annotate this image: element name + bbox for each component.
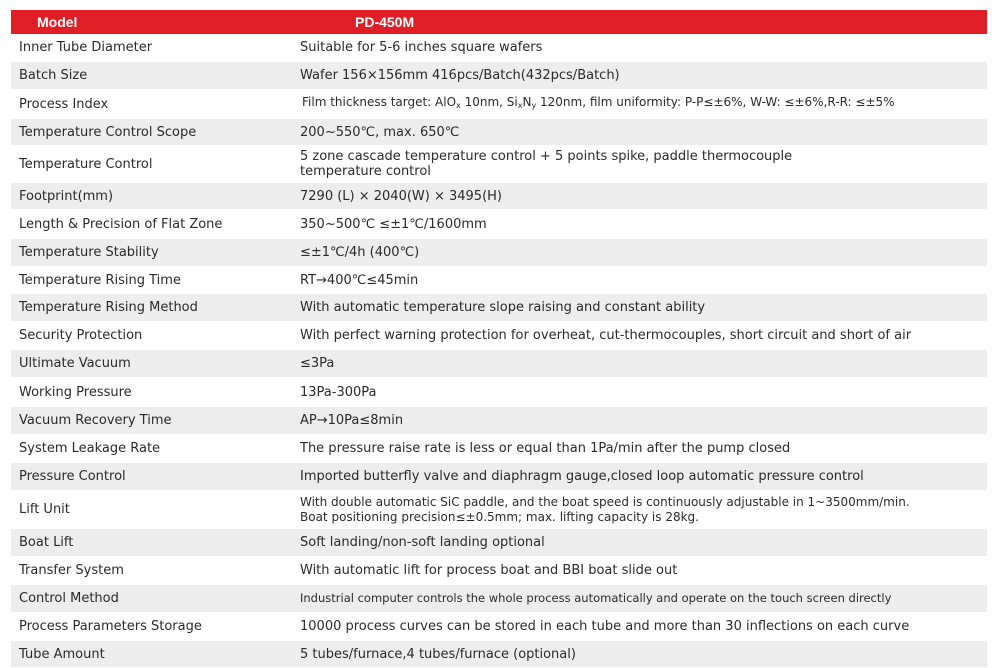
row-value: Wafer 156×156mm 416pcs/Batch(432pcs/Batch)	[300, 68, 620, 83]
row-value: Suitable for 5-6 inches square wafers	[300, 40, 543, 55]
row-key: Temperature Control	[19, 156, 153, 172]
row-value: Soft landing/non-soft landing optional	[300, 535, 545, 550]
spec-table	[11, 10, 987, 668]
row-key: Transfer System	[19, 563, 124, 578]
row-key: Lift Unit	[19, 502, 70, 517]
row-value-line2: Boat positioning precision≤±0.5mm; max. lifting capacity is 28kg.	[300, 509, 699, 524]
table-header	[11, 10, 987, 34]
row-value: 10000 process curves can be stored in each tube and more than 30 inflections on each curve	[300, 619, 910, 634]
header-model-label: Model	[37, 14, 78, 30]
table-row	[11, 146, 987, 183]
row-value: 5 tubes/furnace,4 tubes/furnace (optional)	[300, 646, 576, 662]
table-row	[11, 239, 987, 267]
table-row	[11, 210, 987, 239]
row-value: With perfect warning protection for overheat, cut-thermocouples, short circuit and short of air	[300, 328, 912, 343]
row-key: Boat Lift	[19, 535, 74, 550]
table-row	[11, 491, 987, 529]
row-value: 13Pa-300Pa	[300, 384, 377, 400]
row-value: Industrial computer controls the whole process automatically and operate on the touch screen directly	[300, 591, 892, 605]
row-key: Control Method	[19, 591, 119, 606]
row-key: Inner Tube Diameter	[19, 40, 153, 55]
row-value	[300, 495, 910, 525]
row-key: System Leakage Rate	[19, 441, 161, 456]
table-row	[11, 294, 987, 322]
row-value: 200~550℃, max. 650℃	[300, 124, 460, 140]
row-key: Vacuum Recovery Time	[19, 413, 172, 428]
table-row	[11, 350, 987, 378]
row-key: Process Parameters Storage	[19, 619, 202, 634]
row-key: Footprint(mm)	[19, 188, 114, 204]
row-key: Length & Precision of Flat Zone	[19, 216, 223, 232]
row-value: With automatic lift for process boat and BBI boat slide out	[300, 563, 678, 578]
header-model-value: PD-450M	[355, 14, 415, 30]
row-key: Process Index	[19, 96, 109, 112]
table-row	[11, 463, 987, 491]
row-value: ≤3Pa	[300, 356, 335, 371]
row-key: Working Pressure	[19, 384, 132, 400]
row-value-line1: 5 zone cascade temperature control + 5 points spike, paddle thermocouple	[300, 149, 793, 164]
table-row	[11, 267, 987, 294]
table-row	[11, 613, 987, 641]
row-key: Security Protection	[19, 328, 143, 343]
table-row	[11, 641, 987, 668]
row-value: 350~500℃ ≤±1℃/1600mm	[300, 216, 487, 232]
row-value-line2: temperature control	[300, 164, 431, 179]
row-key: Temperature Control Scope	[19, 124, 197, 140]
table-row	[11, 322, 987, 350]
table-row	[11, 529, 987, 557]
row-key: Batch Size	[19, 68, 88, 83]
table-row	[11, 557, 987, 585]
row-value: The pressure raise rate is less or equal than 1Pa/min after the pump closed	[300, 441, 791, 456]
row-key: Temperature Rising Method	[19, 300, 198, 315]
table-row	[11, 378, 987, 407]
table-row	[11, 407, 987, 435]
table-row	[11, 90, 987, 119]
row-value-line1: With double automatic SiC paddle, and the boat speed is continuously adjustable in 1~3500mm/min.	[300, 494, 910, 509]
table-row	[11, 585, 987, 613]
table-row	[11, 34, 987, 62]
table-row	[11, 62, 987, 90]
table-row	[11, 435, 987, 463]
row-value: Film thickness target: AlO$_x$ 10nm, $Si_xN_y$ 120nm, film uniformity: P-P≤±6%, W-W: ≤±6%,R-R: ≤±5%	[302, 95, 895, 110]
table-row	[11, 119, 987, 146]
row-value: AP→10Pa≤8min	[300, 413, 404, 428]
row-key: Pressure Control	[19, 469, 126, 484]
row-key: Temperature Rising Time	[19, 272, 181, 288]
row-value: Imported butterfly valve and diaphragm gauge,closed loop automatic pressure control	[300, 469, 864, 484]
row-key: Ultimate Vacuum	[19, 356, 131, 371]
row-value: With automatic temperature slope raising and constant ability	[300, 300, 706, 315]
table-row	[11, 183, 987, 210]
row-value	[300, 149, 792, 179]
row-key: Temperature Stability	[19, 245, 159, 260]
row-key: Tube Amount	[19, 646, 105, 662]
row-value: 7290 (L) × 2040(W) × 3495(H)	[300, 188, 503, 204]
row-value: ≤±1℃/4h (400℃)	[300, 245, 420, 260]
row-value: RT→400℃≤45min	[300, 272, 419, 288]
